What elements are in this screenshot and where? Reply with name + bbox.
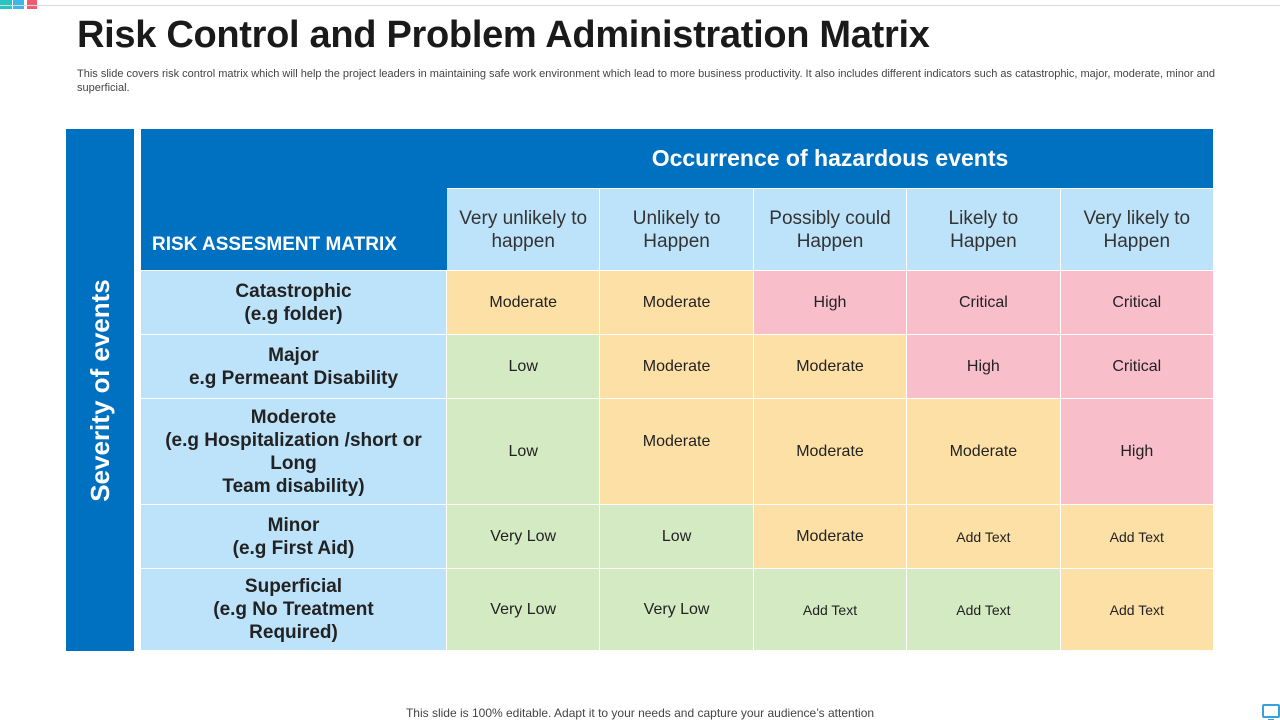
row-header-line: (e.g First Aid) [232, 537, 355, 559]
row-header [141, 569, 447, 651]
column-header: Very unlikely to happen [447, 189, 600, 271]
row-header-line: e.g Permeant Disability [188, 367, 399, 389]
risk-cell: Critical [1061, 271, 1214, 335]
row-header-line: Team disability) [222, 475, 365, 497]
risk-cell: Very Low [447, 505, 600, 569]
row-header-line: (e.g No Treatment [213, 599, 374, 620]
risk-cell: Low [447, 399, 600, 505]
risk-matrix [141, 129, 1214, 651]
row-header-line: Major [268, 344, 319, 366]
risk-cell: Moderate [754, 399, 907, 505]
risk-cell: Moderate [907, 399, 1060, 505]
column-header: Very likely to Happen [1061, 189, 1214, 271]
risk-cell: High [754, 271, 907, 335]
risk-cell: Moderate [600, 271, 753, 335]
row-header [141, 399, 447, 505]
row-header-line: Minor [267, 514, 320, 536]
row-header-line: Catastrophic [235, 280, 352, 302]
row-header [141, 505, 447, 569]
risk-cell: Critical [1061, 335, 1214, 399]
row-header [141, 335, 447, 399]
risk-cell: Moderate [754, 505, 907, 569]
matrix-label: RISK ASSESMENT MATRIX [141, 129, 447, 271]
occurrence-header: Occurrence of hazardous events [447, 129, 1214, 189]
presentation-screen-icon [1262, 704, 1280, 718]
risk-cell: High [1061, 399, 1214, 505]
risk-cell: Low [447, 335, 600, 399]
risk-cell: Add Text [907, 505, 1060, 569]
row-header-line: (e.g folder) [244, 303, 343, 325]
risk-cell: Low [600, 505, 753, 569]
page-subtitle: This slide covers risk control matrix which will help the project leaders in maintaining safe work environment which lead to more business productivity. It also includes different indicators such as catastrophic, major, moderate, minor and superficial. [77, 68, 1216, 94]
row-header [141, 271, 447, 335]
risk-cell: Add Text [754, 569, 907, 651]
risk-cell: Very Low [447, 569, 600, 651]
row-header-line: Required) [249, 622, 338, 643]
risk-cell: Add Text [1061, 569, 1214, 651]
footer-note: This slide is 100% editable. Adapt it to your needs and capture your audience’s attention [405, 706, 875, 720]
risk-cell: Very Low [600, 569, 753, 651]
risk-cell: Critical [907, 271, 1060, 335]
risk-cell: Moderate [600, 335, 753, 399]
page-title: Risk Control and Problem Administration Matrix [77, 14, 930, 56]
column-header: Likely to Happen [907, 189, 1060, 271]
row-header-line: Long [270, 452, 317, 474]
risk-cell: Add Text [907, 569, 1060, 651]
risk-cell: High [907, 335, 1060, 399]
row-header-line: (e.g Hospitalization /short or [165, 429, 422, 451]
column-header: Possibly could Happen [754, 189, 907, 271]
severity-axis-label: Severity of events [84, 278, 115, 502]
column-header: Unlikely to Happen [600, 189, 753, 271]
top-divider [0, 5, 1280, 6]
risk-cell: Moderate [600, 399, 753, 505]
row-header-line: Superficial [244, 576, 343, 597]
risk-cell: Moderate [754, 335, 907, 399]
row-header-line: Moderote [250, 406, 337, 428]
risk-cell: Moderate [447, 271, 600, 335]
severity-axis-bar [66, 129, 134, 651]
risk-cell: Add Text [1061, 505, 1214, 569]
